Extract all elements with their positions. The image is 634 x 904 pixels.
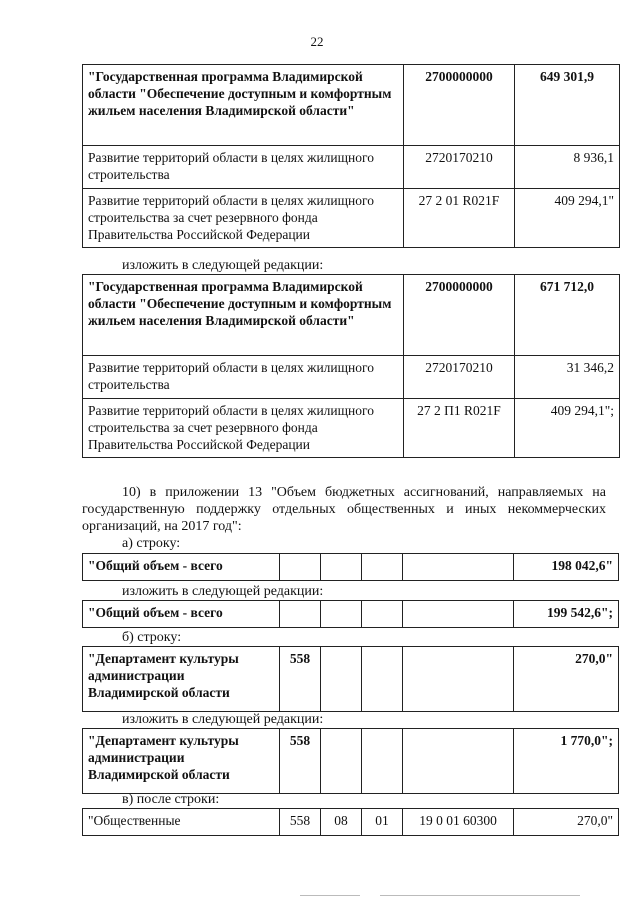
scan-artifact-line [380,895,580,896]
table-row [83,729,619,794]
total-row-old [82,553,619,581]
row-amount: 649 301,9 [515,65,620,146]
row-target: 19 0 01 60300 [403,809,514,836]
row-code: 2700000000 [404,275,515,356]
row-amount: 8 936,1 [515,146,620,189]
scan-artifact-line [300,895,360,896]
table-row [83,275,620,356]
dept-row-new [82,728,619,794]
row-name: "Государственная программа Владимирской области "Обеспечение доступным и комфортным жильем населения Владимирской области" [83,65,404,146]
page-number: 22 [310,34,324,49]
row-code: 558 [280,729,321,794]
table-row [83,809,619,836]
note-item-b: б) строку: [122,630,182,645]
row-amount: 31 346,2 [515,356,620,399]
table-row [83,356,620,399]
table-row [83,647,619,712]
total-row-new [82,600,619,628]
dept-row-old [82,646,619,712]
public-row [82,808,619,836]
budget-table-new [82,274,620,458]
restate-note: изложить в следующей редакции: [122,258,324,273]
table-row [83,65,620,146]
row-amount: 409 294,1" [515,189,620,248]
table-row [83,189,620,248]
row-name: Развитие территорий области в целях жилищного строительства [83,146,404,189]
row-amount: 1 770,0"; [514,729,619,794]
row-code: 2720170210 [404,146,515,189]
row-amount: 270,0" [514,647,619,712]
row-name: "Общий объем - всего [83,601,280,628]
row-subsection: 01 [362,809,403,836]
row-name: "Департамент культуры администрации Владимирской области [83,647,280,712]
row-name: "Департамент культуры администрации Владимирской области [83,729,280,794]
row-code: 558 [280,647,321,712]
budget-table-old [82,64,620,248]
note-item-v: в) после строки: [122,792,220,807]
table-row [83,554,619,581]
row-amount: 270,0" [514,809,619,836]
row-name: "Государственная программа Владимирской области "Обеспечение доступным и комфортным жильем населения Владимирской области" [83,275,404,356]
table-row [83,146,620,189]
row-amount: 198 042,6" [514,554,619,581]
row-name: Развитие территорий области в целях жилищного строительства за счет резервного фонда Правительства Российской Федерации [83,399,404,458]
row-name: Развитие территорий области в целях жилищного строительства за счет резервного фонда Правительства Российской Федерации [83,189,404,248]
row-code: 2720170210 [404,356,515,399]
restate-note: изложить в следующей редакции: [122,584,324,599]
row-code: 27 2 П1 R021F [404,399,515,458]
restate-note: изложить в следующей редакции: [122,712,324,727]
row-amount: 671 712,0 [515,275,620,356]
row-name: "Общественные [83,809,280,836]
row-code: 558 [280,809,321,836]
row-code: 2700000000 [404,65,515,146]
table-row [83,601,619,628]
paragraph-item-10: 10) в приложении 13 "Объем бюджетных ассигнований, направляемых на государственную поддержку отдельных общественных и иных некоммерческих организаций, на 2017 год": [82,485,606,534]
row-amount: 199 542,6"; [514,601,619,628]
row-code: 27 2 01 R021F [404,189,515,248]
note-item-a: а) строку: [122,536,181,551]
row-amount: 409 294,1"; [515,399,620,458]
row-name: Развитие территорий области в целях жилищного строительства [83,356,404,399]
table-row [83,399,620,458]
row-section: 08 [321,809,362,836]
row-name: "Общий объем - всего [83,554,280,581]
